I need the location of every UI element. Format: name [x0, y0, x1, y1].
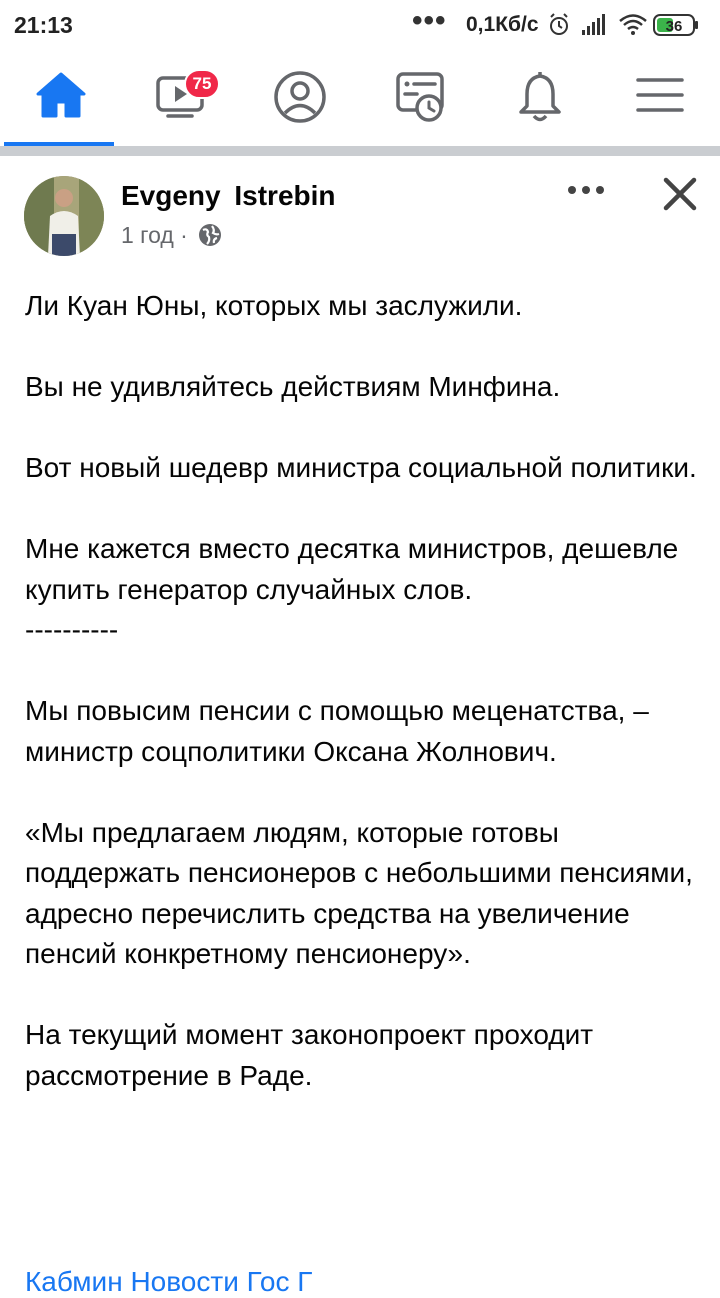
status-icons [548, 10, 708, 45]
status-bar [0, 0, 720, 52]
notification-badge: 75 [184, 69, 220, 99]
hide-post-button[interactable] [660, 174, 700, 214]
post-paragraph: Мы повысим пенсии с помощью меценатства, – министр соцполитики Оксана Жолнович. [25, 695, 649, 767]
svg-text:36: 36 [665, 18, 683, 35]
avatar-photo [24, 176, 104, 256]
tab-menu[interactable] [603, 52, 717, 146]
tab-profile[interactable] [243, 52, 357, 146]
alarm-icon [551, 14, 567, 34]
meta-separator: · [180, 222, 188, 248]
top-nav-bar [0, 52, 720, 146]
avatar[interactable] [24, 176, 104, 256]
close-icon [660, 174, 700, 214]
globe-icon [198, 223, 222, 253]
signal-icon [582, 14, 605, 35]
post-text [25, 286, 700, 1096]
post-paragraph: Вы не удивляйтесь действиям Минфина. [25, 371, 561, 402]
more-dots-icon [564, 178, 608, 208]
wifi-icon [620, 16, 646, 36]
post-paragraph: На текущий момент законопроект проходит рассмотрение в Раде. [25, 1019, 594, 1091]
status-more-dots: ••• [412, 4, 447, 37]
news-feed-icon [393, 70, 447, 124]
post-time[interactable]: 1 год [121, 222, 174, 248]
tab-watch[interactable] [123, 52, 237, 146]
profile-icon [273, 70, 327, 124]
section-divider [0, 146, 720, 156]
tab-news[interactable] [363, 52, 477, 146]
post-paragraph: Мне кажется вместо десятка министров, дешевле купить генератор случайных слов. [25, 533, 679, 605]
tab-notifications[interactable] [483, 52, 597, 146]
post-paragraph: Вот новый шедевр министра социальной политики. [25, 452, 697, 483]
post-paragraph: «Мы предлагаем людям, которые готовы поддержать пенсионеров с небольшими пенсиями, адресно перечислить средства на увеличение пенсий конкретному пенсионеру». [25, 816, 693, 969]
home-icon [34, 70, 88, 120]
menu-icon [634, 70, 686, 120]
status-time: 21:13 [14, 12, 73, 38]
post-meta [121, 222, 222, 253]
hashtag-links[interactable]: Кабмин Новости Гос Г [25, 1266, 313, 1297]
post-author-name[interactable]: Evgeny Istrebin [121, 180, 336, 211]
tab-home[interactable] [4, 52, 118, 146]
post-paragraph: Ли Куан Юны, которых мы заслужили. [25, 290, 523, 321]
bell-icon [515, 70, 565, 124]
post-divider-text: ---------- [25, 614, 119, 645]
more-options-button[interactable] [564, 178, 608, 208]
network-speed: 0,1Кб/с [466, 13, 539, 36]
battery-icon [654, 15, 698, 35]
